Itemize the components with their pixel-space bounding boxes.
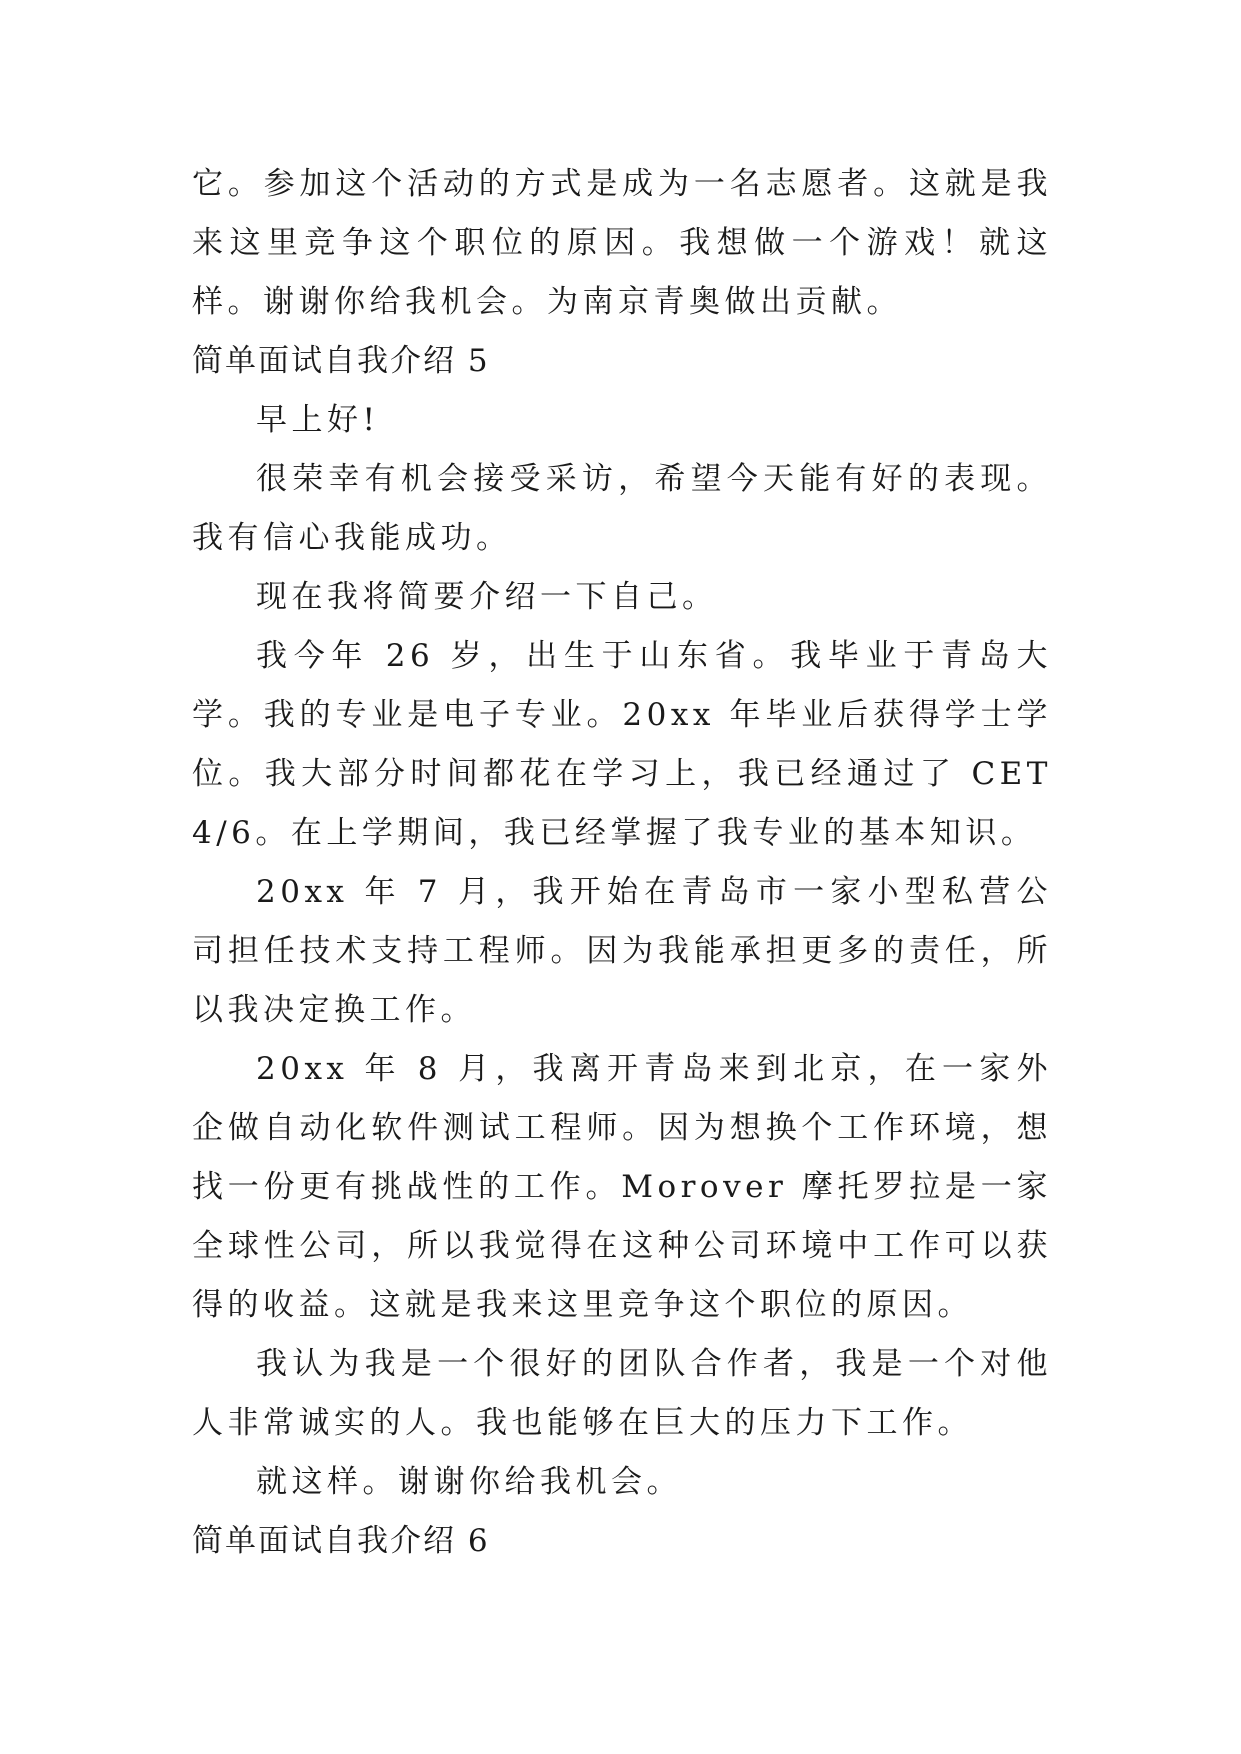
paragraph-intro: 现在我将简要介绍一下自己。 xyxy=(256,579,718,615)
paragraph-continuation: 它。参加这个活动的方式是成为一名志愿者。这就是我来这里竞争这个职位的原因。我想做一个游戏！就这样。谢谢你给我机会。为南京青奥做出贡献。 xyxy=(192,166,1052,320)
paragraph-greeting: 早上好! xyxy=(256,402,380,438)
paragraph-teamwork: 我认为我是一个很好的团队合作者，我是一个对他人非常诚实的人。我也能够在巨大的压力下工作。 xyxy=(192,1346,1052,1441)
document-page xyxy=(192,155,1052,1571)
paragraph-closing: 就这样。谢谢你给我机会。 xyxy=(256,1464,682,1500)
paragraph-education: 我今年 26 岁，出生于山东省。我毕业于青岛大学。我的专业是电子专业。20xx 年毕业后获得学士学位。我大部分时间都花在学习上，我已经通过了 CET4/6。在上学期间，我已经掌握了我专业的基本知识。 xyxy=(192,638,1052,851)
paragraph-honor: 很荣幸有机会接受采访，希望今天能有好的表现。我有信心我能成功。 xyxy=(192,461,1052,556)
paragraph-second-job: 20xx 年 8 月，我离开青岛来到北京，在一家外企做自动化软件测试工程师。因为想换个工作环境，想找一份更有挑战性的工作。Morover 摩托罗拉是一家全球性公司，所以我觉得在这种公司环境中工作可以获得的收益。这就是我来这里竞争这个职位的原因。 xyxy=(192,1051,1052,1323)
paragraph-first-job: 20xx 年 7 月，我开始在青岛市一家小型私营公司担任技术支持工程师。因为我能承担更多的责任，所以我决定换工作。 xyxy=(192,874,1052,1028)
section-heading-6: 简单面试自我介绍 6 xyxy=(192,1523,490,1559)
section-heading-5: 简单面试自我介绍 5 xyxy=(192,343,490,379)
